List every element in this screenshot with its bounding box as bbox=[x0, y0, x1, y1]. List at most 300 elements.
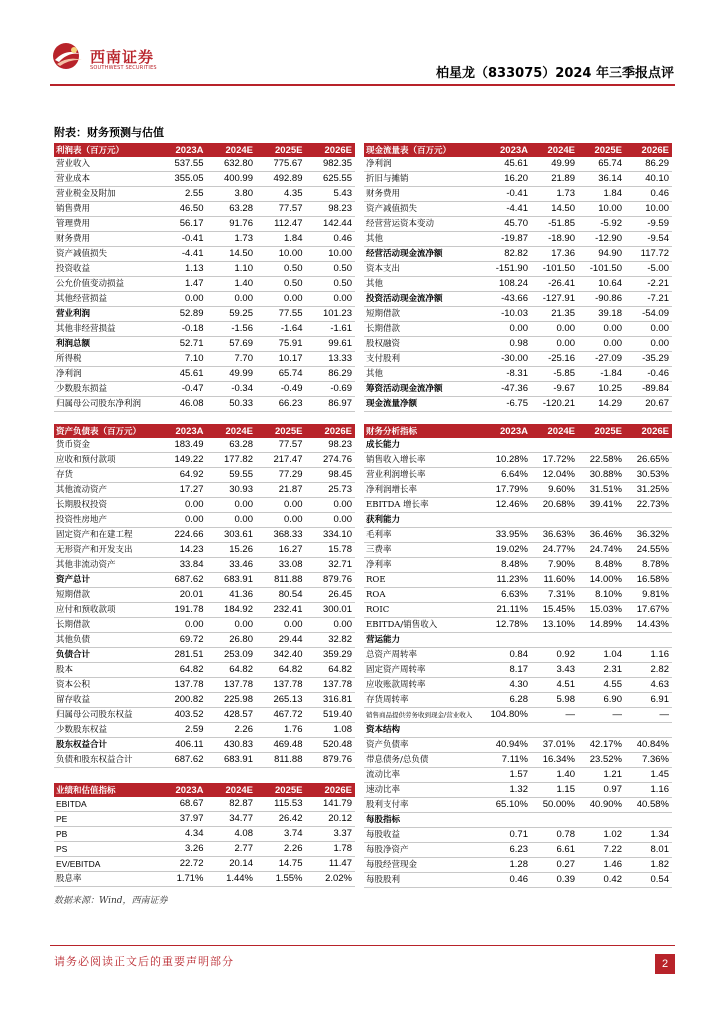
row-label: ROA bbox=[364, 588, 484, 603]
footer-disclaimer: 请务必阅读正文后的重要声明部分 bbox=[54, 955, 234, 968]
cell-value: 40.84% bbox=[625, 738, 672, 753]
row-label: 营业成本 bbox=[54, 172, 157, 187]
cell-value: 63.28 bbox=[207, 202, 257, 217]
table-row bbox=[364, 513, 672, 528]
cell-value: 65.74 bbox=[256, 367, 306, 382]
row-label: 每股经营现金 bbox=[364, 858, 484, 873]
table-row bbox=[54, 292, 355, 307]
row-label: 资本公积 bbox=[54, 678, 157, 693]
cell-value: 0.39 bbox=[531, 873, 578, 888]
cell-value: 0.42 bbox=[578, 873, 625, 888]
cell-value: 2.82 bbox=[625, 663, 672, 678]
cell-value: -5.00 bbox=[625, 262, 672, 277]
cell-value: 0.00 bbox=[578, 322, 625, 337]
table-row bbox=[364, 783, 672, 798]
cell-value: 0.50 bbox=[306, 262, 356, 277]
table-row bbox=[54, 678, 355, 693]
row-label: 经营活动现金流净额 bbox=[364, 247, 484, 262]
cell-value: 1.32 bbox=[484, 783, 531, 798]
cell-value: 0.00 bbox=[306, 513, 356, 528]
table-row bbox=[364, 453, 672, 468]
cell-value: 265.13 bbox=[256, 693, 306, 708]
cell-value: 16.34% bbox=[531, 753, 578, 768]
cell-value: 115.53 bbox=[256, 797, 306, 812]
cell-value: 39.41% bbox=[578, 498, 625, 513]
cell-value: 64.82 bbox=[157, 663, 207, 678]
cell-value: 15.78 bbox=[306, 543, 356, 558]
cell-value: 21.89 bbox=[531, 172, 578, 187]
cell-value: 104.80% bbox=[484, 708, 531, 723]
cell-value: 0.00 bbox=[625, 337, 672, 352]
year-header: 2023A bbox=[157, 143, 207, 157]
cell-value bbox=[578, 723, 625, 738]
brand-name-cn: 西南证券 bbox=[90, 48, 155, 66]
cell-value: 10.00 bbox=[625, 202, 672, 217]
data-source-note: 数据来源：Wind，西南证券 bbox=[54, 896, 168, 906]
cell-value: 0.50 bbox=[256, 262, 306, 277]
cell-value: 137.78 bbox=[256, 678, 306, 693]
table-row bbox=[54, 172, 355, 187]
cell-value: 14.50 bbox=[207, 247, 257, 262]
cell-value: 22.72 bbox=[157, 857, 207, 872]
cell-value: 37.97 bbox=[157, 812, 207, 827]
cell-value: 3.43 bbox=[531, 663, 578, 678]
table-title: 业绩和估值指标 bbox=[54, 783, 157, 797]
cell-value: 1.40 bbox=[531, 768, 578, 783]
cell-value: 17.27 bbox=[157, 483, 207, 498]
table-row bbox=[364, 337, 672, 352]
table-header-row bbox=[364, 424, 672, 438]
cell-value: -1.84 bbox=[578, 367, 625, 382]
cell-value: 1.02 bbox=[578, 828, 625, 843]
year-header: 2025E bbox=[256, 783, 306, 797]
cell-value: 16.58% bbox=[625, 573, 672, 588]
table-row bbox=[54, 842, 355, 857]
table-row bbox=[364, 157, 672, 172]
cell-value: — bbox=[578, 708, 625, 723]
cell-value: 9.81% bbox=[625, 588, 672, 603]
cell-value: 303.61 bbox=[207, 528, 257, 543]
cell-value: -2.21 bbox=[625, 277, 672, 292]
year-header: 2025E bbox=[578, 424, 625, 438]
row-label: 资本结构 bbox=[364, 723, 484, 738]
cell-value: 1.73 bbox=[531, 187, 578, 202]
table-row bbox=[54, 468, 355, 483]
row-label: 股息率 bbox=[54, 872, 157, 887]
row-label: 应收和预付款项 bbox=[54, 453, 157, 468]
cell-value: 7.10 bbox=[157, 352, 207, 367]
cell-value: 687.62 bbox=[157, 753, 207, 768]
cell-value: 26.65% bbox=[625, 453, 672, 468]
row-label: 销售商品提供劳务收到现金/营业收入 bbox=[364, 708, 484, 723]
cell-value: 10.64 bbox=[578, 277, 625, 292]
table-row bbox=[54, 543, 355, 558]
cell-value: 8.48% bbox=[484, 558, 531, 573]
table-row bbox=[54, 857, 355, 872]
row-label: 其他 bbox=[364, 367, 484, 382]
table-row bbox=[54, 797, 355, 812]
cell-value: -0.46 bbox=[625, 367, 672, 382]
cell-value bbox=[531, 513, 578, 528]
row-label: 资产负债率 bbox=[364, 738, 484, 753]
cell-value: 94.90 bbox=[578, 247, 625, 262]
cell-value: -0.41 bbox=[484, 187, 531, 202]
cell-value bbox=[531, 438, 578, 453]
cell-value bbox=[578, 513, 625, 528]
cell-value: 31.25% bbox=[625, 483, 672, 498]
cell-value: 879.76 bbox=[306, 753, 356, 768]
year-header: 2026E bbox=[625, 143, 672, 157]
cell-value: -26.41 bbox=[531, 277, 578, 292]
row-label: 财务费用 bbox=[364, 187, 484, 202]
table-row bbox=[364, 753, 672, 768]
row-label: PB bbox=[54, 827, 157, 842]
table-row bbox=[54, 633, 355, 648]
row-label: 长期借款 bbox=[54, 618, 157, 633]
cell-value: 141.79 bbox=[306, 797, 356, 812]
table-row bbox=[364, 768, 672, 783]
cell-value: 400.99 bbox=[207, 172, 257, 187]
cell-value bbox=[625, 633, 672, 648]
cell-value: 45.61 bbox=[484, 157, 531, 172]
row-label: 营业利润增长率 bbox=[364, 468, 484, 483]
row-label: 其他 bbox=[364, 232, 484, 247]
table-row bbox=[54, 453, 355, 468]
cell-value: 64.92 bbox=[157, 468, 207, 483]
table-row bbox=[364, 367, 672, 382]
table-row bbox=[364, 438, 672, 453]
cell-value: 40.94% bbox=[484, 738, 531, 753]
cell-value: 40.58% bbox=[625, 798, 672, 813]
cell-value: -0.34 bbox=[207, 382, 257, 397]
cell-value: 10.00 bbox=[256, 247, 306, 262]
cell-value: 0.00 bbox=[306, 292, 356, 307]
cell-value: 64.82 bbox=[207, 663, 257, 678]
row-label: 长期股权投资 bbox=[54, 498, 157, 513]
cell-value: 37.01% bbox=[531, 738, 578, 753]
cell-value: 24.55% bbox=[625, 543, 672, 558]
cell-value: 6.28 bbox=[484, 693, 531, 708]
row-label: 负债合计 bbox=[54, 648, 157, 663]
cell-value: 0.50 bbox=[256, 277, 306, 292]
cell-value bbox=[484, 633, 531, 648]
table-row bbox=[364, 382, 672, 397]
table-row bbox=[54, 202, 355, 217]
cell-value bbox=[625, 813, 672, 828]
table-row bbox=[364, 738, 672, 753]
table-row bbox=[364, 573, 672, 588]
table-row bbox=[364, 202, 672, 217]
row-label: 营业收入 bbox=[54, 157, 157, 172]
table-row bbox=[364, 468, 672, 483]
cell-value: 3.80 bbox=[207, 187, 257, 202]
table-row bbox=[364, 247, 672, 262]
cell-value: 39.18 bbox=[578, 307, 625, 322]
cell-value: 68.67 bbox=[157, 797, 207, 812]
cell-value: 33.95% bbox=[484, 528, 531, 543]
cell-value: 22.73% bbox=[625, 498, 672, 513]
row-label: 净利润 bbox=[54, 367, 157, 382]
cell-value: -1.56 bbox=[207, 322, 257, 337]
cell-value: 98.45 bbox=[306, 468, 356, 483]
cell-value: 1.08 bbox=[306, 723, 356, 738]
cell-value: 10.28% bbox=[484, 453, 531, 468]
cell-value: 30.88% bbox=[578, 468, 625, 483]
cell-value: 17.79% bbox=[484, 483, 531, 498]
cell-value: 0.00 bbox=[207, 498, 257, 513]
cell-value: 9.60% bbox=[531, 483, 578, 498]
cell-value: -120.21 bbox=[531, 397, 578, 412]
cell-value: 34.77 bbox=[207, 812, 257, 827]
cell-value: 520.48 bbox=[306, 738, 356, 753]
row-label: 净利润 bbox=[364, 157, 484, 172]
row-label: ROIC bbox=[364, 603, 484, 618]
table-row bbox=[364, 543, 672, 558]
cell-value: 66.23 bbox=[256, 397, 306, 412]
row-label: 短期借款 bbox=[54, 588, 157, 603]
logo-icon bbox=[50, 40, 90, 72]
row-label: PS bbox=[54, 842, 157, 857]
cell-value: -1.61 bbox=[306, 322, 356, 337]
row-label: 投资性房地产 bbox=[54, 513, 157, 528]
table-row bbox=[54, 217, 355, 232]
year-header: 2024E bbox=[207, 143, 257, 157]
cell-value: 184.92 bbox=[207, 603, 257, 618]
table-row bbox=[54, 262, 355, 277]
row-label: 短期借款 bbox=[364, 307, 484, 322]
year-header: 2023A bbox=[484, 424, 531, 438]
cell-value: -43.66 bbox=[484, 292, 531, 307]
cell-value: 30.53% bbox=[625, 468, 672, 483]
cell-value: 59.25 bbox=[207, 307, 257, 322]
cell-value: 36.32% bbox=[625, 528, 672, 543]
cell-value: 65.74 bbox=[578, 157, 625, 172]
cell-value: 3.74 bbox=[256, 827, 306, 842]
cell-value: 12.04% bbox=[531, 468, 578, 483]
row-label: 折旧与摊销 bbox=[364, 172, 484, 187]
cell-value: 0.00 bbox=[578, 337, 625, 352]
cell-value: 0.46 bbox=[306, 232, 356, 247]
cell-value: 14.89% bbox=[578, 618, 625, 633]
page-number: 2 bbox=[655, 954, 675, 974]
row-label: 资产总计 bbox=[54, 573, 157, 588]
row-label: 固定资产周转率 bbox=[364, 663, 484, 678]
cell-value: 5.98 bbox=[531, 693, 578, 708]
row-label: 其他经营损益 bbox=[54, 292, 157, 307]
cell-value: 86.97 bbox=[306, 397, 356, 412]
cell-value: 46.50 bbox=[157, 202, 207, 217]
table-row bbox=[364, 322, 672, 337]
row-label: 存货 bbox=[54, 468, 157, 483]
cell-value: 20.12 bbox=[306, 812, 356, 827]
cell-value: 32.71 bbox=[306, 558, 356, 573]
cell-value: 467.72 bbox=[256, 708, 306, 723]
row-label: 固定资产和在建工程 bbox=[54, 528, 157, 543]
cell-value: -9.67 bbox=[531, 382, 578, 397]
row-label: 流动比率 bbox=[364, 768, 484, 783]
row-label: 其他非经营损益 bbox=[54, 322, 157, 337]
cell-value: 0.00 bbox=[256, 513, 306, 528]
table-row bbox=[364, 588, 672, 603]
row-label: 净利率 bbox=[364, 558, 484, 573]
table-row bbox=[364, 397, 672, 412]
cell-value: 1.16 bbox=[625, 783, 672, 798]
year-header: 2025E bbox=[578, 143, 625, 157]
cell-value: 8.17 bbox=[484, 663, 531, 678]
cell-value: -101.50 bbox=[531, 262, 578, 277]
cell-value: 2.02% bbox=[306, 872, 356, 887]
cell-value bbox=[625, 438, 672, 453]
cell-value: 4.51 bbox=[531, 678, 578, 693]
cell-value: 1.34 bbox=[625, 828, 672, 843]
cell-value: 406.11 bbox=[157, 738, 207, 753]
cell-value: 0.00 bbox=[157, 498, 207, 513]
cell-value: 77.55 bbox=[256, 307, 306, 322]
cell-value: 17.36 bbox=[531, 247, 578, 262]
table-row bbox=[364, 307, 672, 322]
cell-value: 1.78 bbox=[306, 842, 356, 857]
cell-value: 1.57 bbox=[484, 768, 531, 783]
year-header: 2024E bbox=[531, 143, 578, 157]
table-row bbox=[54, 382, 355, 397]
cell-value: 6.91 bbox=[625, 693, 672, 708]
cell-value: 33.84 bbox=[157, 558, 207, 573]
cell-value: -18.90 bbox=[531, 232, 578, 247]
cell-value bbox=[484, 723, 531, 738]
cell-value: 45.70 bbox=[484, 217, 531, 232]
cell-value: 20.68% bbox=[531, 498, 578, 513]
cell-value: 24.77% bbox=[531, 543, 578, 558]
cell-value: -19.87 bbox=[484, 232, 531, 247]
cell-value: 42.17% bbox=[578, 738, 625, 753]
table-header-row bbox=[54, 783, 355, 797]
cell-value: 1.76 bbox=[256, 723, 306, 738]
cell-value: 316.81 bbox=[306, 693, 356, 708]
table-row bbox=[364, 633, 672, 648]
cell-value: 0.46 bbox=[484, 873, 531, 888]
cell-value: 225.98 bbox=[207, 693, 257, 708]
cell-value: 6.61 bbox=[531, 843, 578, 858]
table-title: 现金流量表（百万元） bbox=[364, 143, 484, 157]
table-row bbox=[364, 558, 672, 573]
cell-value: 0.92 bbox=[531, 648, 578, 663]
cell-value: 36.14 bbox=[578, 172, 625, 187]
cell-value: 98.23 bbox=[306, 202, 356, 217]
table-row bbox=[54, 498, 355, 513]
cell-value: 2.26 bbox=[207, 723, 257, 738]
cell-value: 26.45 bbox=[306, 588, 356, 603]
table-row bbox=[54, 588, 355, 603]
table-row bbox=[54, 603, 355, 618]
table-row bbox=[54, 872, 355, 887]
brand-name-en: SOUTHWEST SECURITIES bbox=[90, 65, 157, 71]
row-label: 存货周转率 bbox=[364, 693, 484, 708]
cell-value: -0.49 bbox=[256, 382, 306, 397]
cell-value: 17.67% bbox=[625, 603, 672, 618]
table-row bbox=[364, 693, 672, 708]
row-label: 长期借款 bbox=[364, 322, 484, 337]
cell-value: 0.46 bbox=[625, 187, 672, 202]
row-label: 股利支付率 bbox=[364, 798, 484, 813]
appendix-title: 附表：财务预测与估值 bbox=[54, 126, 164, 139]
table-header-row bbox=[54, 143, 355, 157]
cell-value bbox=[484, 438, 531, 453]
cell-value: -27.09 bbox=[578, 352, 625, 367]
cell-value: 77.57 bbox=[256, 202, 306, 217]
cell-value: 117.72 bbox=[625, 247, 672, 262]
table-row bbox=[364, 483, 672, 498]
cell-value: 101.23 bbox=[306, 307, 356, 322]
cell-value: 492.89 bbox=[256, 172, 306, 187]
cell-value: 14.23 bbox=[157, 543, 207, 558]
cell-value: 469.48 bbox=[256, 738, 306, 753]
cell-value: 232.41 bbox=[256, 603, 306, 618]
cell-value: 2.59 bbox=[157, 723, 207, 738]
row-label: 每股收益 bbox=[364, 828, 484, 843]
table-row bbox=[54, 573, 355, 588]
cell-value: 632.80 bbox=[207, 157, 257, 172]
income-statement-table bbox=[54, 143, 355, 412]
row-label: PE bbox=[54, 812, 157, 827]
cell-value: 59.55 bbox=[207, 468, 257, 483]
cell-value: 811.88 bbox=[256, 753, 306, 768]
cell-value: 6.63% bbox=[484, 588, 531, 603]
cell-value: 342.40 bbox=[256, 648, 306, 663]
cell-value: 0.78 bbox=[531, 828, 578, 843]
cell-value: 0.84 bbox=[484, 648, 531, 663]
cell-value: 2.31 bbox=[578, 663, 625, 678]
row-label: 获利能力 bbox=[364, 513, 484, 528]
table-row bbox=[54, 157, 355, 172]
table-row bbox=[364, 723, 672, 738]
cell-value: 879.76 bbox=[306, 573, 356, 588]
table-row bbox=[54, 438, 355, 453]
row-label: 资产减值损失 bbox=[54, 247, 157, 262]
cell-value: 811.88 bbox=[256, 573, 306, 588]
cell-value: 14.29 bbox=[578, 397, 625, 412]
row-label: 股东权益合计 bbox=[54, 738, 157, 753]
table-row bbox=[54, 352, 355, 367]
table-row bbox=[54, 513, 355, 528]
row-label: ROE bbox=[364, 573, 484, 588]
row-label: EV/EBITDA bbox=[54, 857, 157, 872]
cell-value: 2.55 bbox=[157, 187, 207, 202]
cell-value: 77.57 bbox=[256, 438, 306, 453]
row-label: 每股净资产 bbox=[364, 843, 484, 858]
cell-value: 15.03% bbox=[578, 603, 625, 618]
cell-value: 281.51 bbox=[157, 648, 207, 663]
cell-value: 0.00 bbox=[256, 618, 306, 633]
cell-value: -8.31 bbox=[484, 367, 531, 382]
table-title: 资产负债表（百万元） bbox=[54, 424, 157, 438]
table-row bbox=[54, 232, 355, 247]
cell-value: 75.91 bbox=[256, 337, 306, 352]
table-row bbox=[364, 828, 672, 843]
cell-value: -4.41 bbox=[157, 247, 207, 262]
report-title: 柏星龙（833075）2024 年三季报点评 bbox=[436, 66, 674, 81]
cell-value: 98.23 bbox=[306, 438, 356, 453]
cell-value: 0.00 bbox=[531, 337, 578, 352]
cell-value: 1.73 bbox=[207, 232, 257, 247]
table-row bbox=[54, 753, 355, 768]
row-label: 营业税金及附加 bbox=[54, 187, 157, 202]
valuation-metrics-table bbox=[54, 783, 355, 887]
cell-value: 0.00 bbox=[256, 292, 306, 307]
table-row bbox=[364, 292, 672, 307]
cell-value: -0.69 bbox=[306, 382, 356, 397]
table-row bbox=[54, 663, 355, 678]
cell-value: 1.04 bbox=[578, 648, 625, 663]
